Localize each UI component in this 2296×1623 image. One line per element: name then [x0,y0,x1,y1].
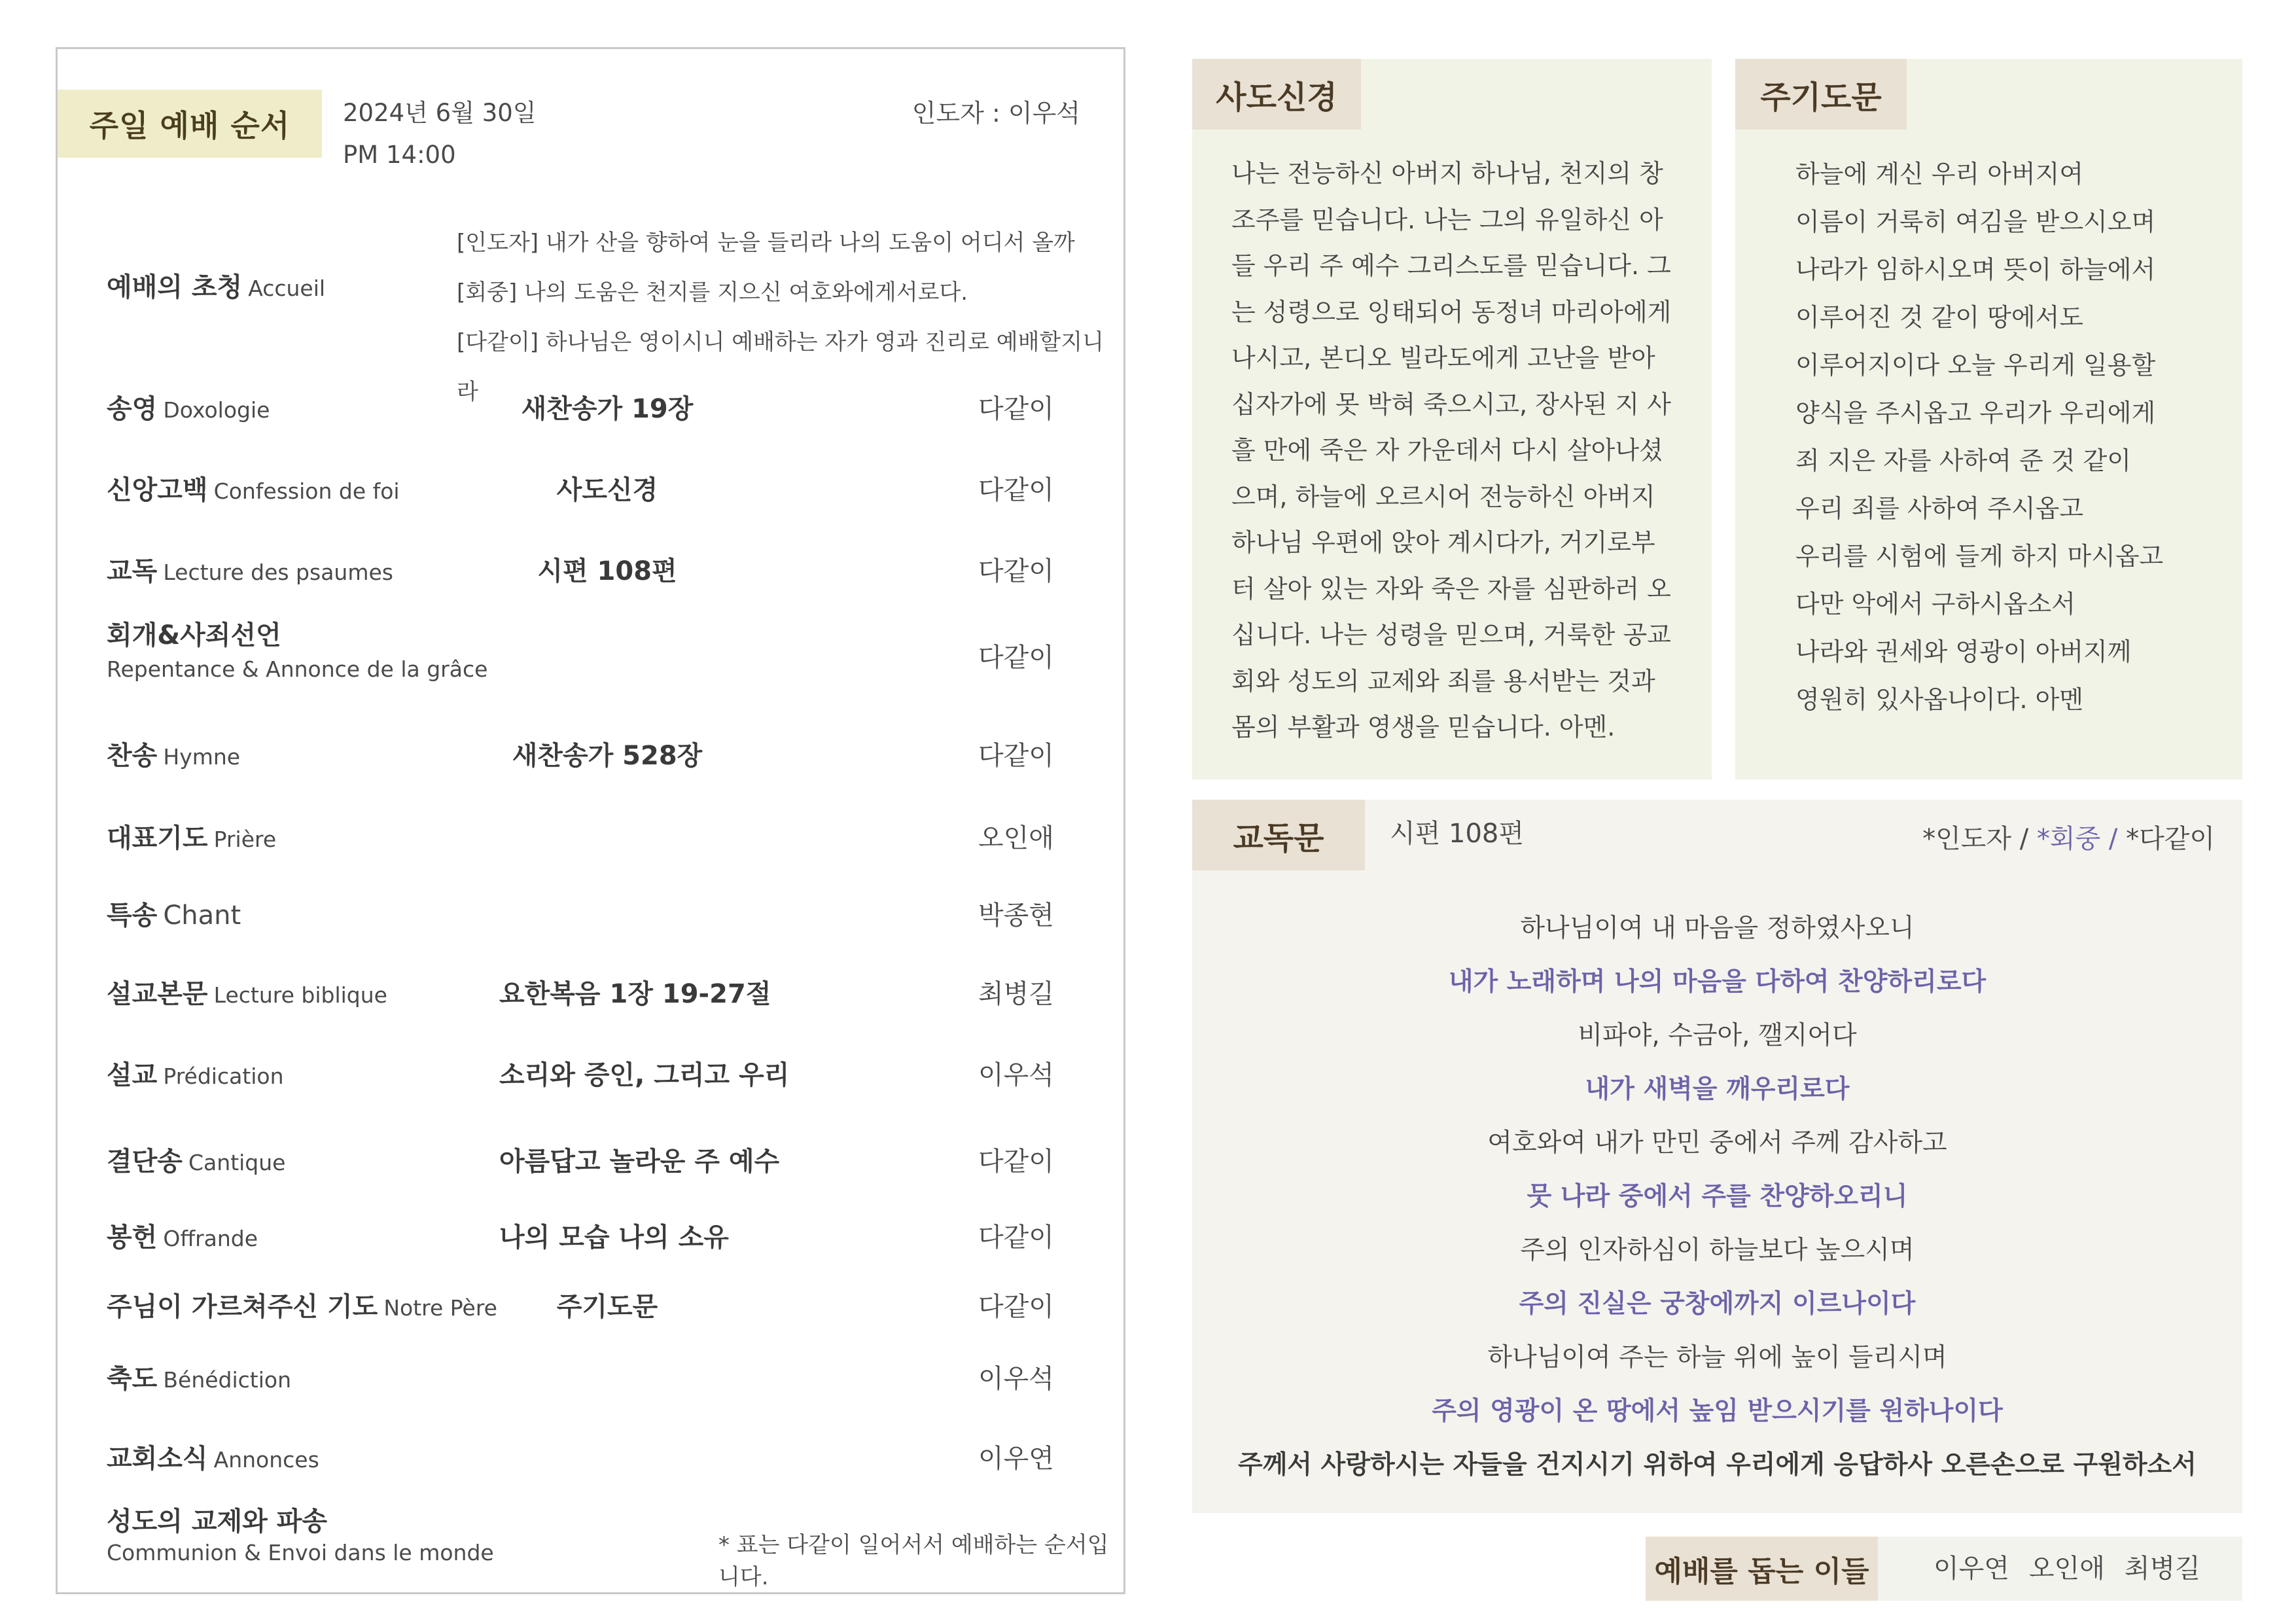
service-leader: 인도자 : 이우석 [911,99,1080,128]
item-title-fr: Communion & Envoi dans le monde [107,1540,494,1565]
invitation-line: [회중] 나의 도움은 천지를 지으신 여호와에게서로다. [457,279,968,306]
legend-all: *다같이 [2126,824,2215,854]
order-item [107,1353,1088,1405]
order-item [107,1281,1088,1333]
order-item [107,1211,1088,1264]
reading-reference: 시편 108편 [1390,819,1524,849]
prayer-line: 죄 지은 자를 사하여 준 것 같이 [1795,446,2131,475]
reading-legend [1922,818,2215,860]
helper-name: 오인애 [2028,1554,2105,1584]
order-item [107,545,1088,597]
reading-line-leader: 비파야, 수금아, 깰지어다 [1578,1021,1857,1050]
invitation-line: [인도자] 내가 산을 향하여 눈을 들리라 나의 도움이 어디서 올까 [457,230,1075,256]
item-title-fr: Lecture des psaumes [163,560,393,585]
order-item [107,730,1088,782]
lords-prayer-title: 주기도문 [1735,59,1907,130]
reading-line-congregation: 내가 새벽을 깨우리로다 [1585,1075,1850,1104]
service-date: 2024년 6월 30일 [343,99,537,127]
item-title-ko: 축도 [107,1364,158,1394]
creed-text [1231,151,1689,751]
service-datetime [343,92,537,176]
item-title-fr: Notre Père [383,1295,497,1321]
item-content: 주기도문 [556,1292,658,1322]
creed-line: 흘 만에 죽은 자 가운데서 다시 살아나셨 [1231,436,1663,465]
creed-line: 몸의 부활과 영생을 믿습니다. 아멘. [1231,713,1616,741]
order-item [107,1135,1088,1188]
item-person: 다같이 [978,1292,1054,1322]
item-person: 이우석 [978,1060,1054,1090]
item-title-fr: Hymne [163,744,241,770]
order-item [107,464,1088,516]
lords-prayer-box [1735,59,2242,779]
creed-line: 나는 전능하신 아버지 하나님, 천지의 창 [1231,159,1663,188]
order-item [107,617,1088,696]
creed-line: 으며, 하늘에 오르시어 전능하신 아버지 [1231,482,1655,511]
item-person: 이우연 [978,1444,1054,1474]
item-person: 다같이 [978,394,1054,424]
legend-congregation: *회중 [2036,824,2101,854]
item-title-ko: 성도의 교제와 파송 [107,1507,327,1537]
item-person: 다같이 [978,741,1054,771]
creed-line: 터 살아 있는 자와 죽은 자를 심판하러 오 [1231,574,1671,603]
reading-line-leader: 하나님이여 주는 하늘 위에 높이 들리시며 [1487,1343,1947,1372]
item-content: 소리와 증인, 그리고 우리 [499,1060,790,1090]
item-content: 아름답고 놀라운 주 예수 [499,1147,780,1177]
creed-line: 회와 성도의 교제와 죄를 용서받는 것과 [1231,666,1655,696]
item-title-ko: 주님이 가르쳐주신 기도 [107,1292,378,1322]
item-content: 시편 108편 [537,556,677,586]
item-title-ko: 설교 [107,1060,158,1090]
item-person: 다같이 [978,643,1054,673]
helper-name: 최병길 [2124,1554,2200,1584]
item-title-ko: 교회소식 [107,1444,208,1474]
legend-separator: / [2100,824,2127,854]
item-title-ko: 신앙고백 [107,475,208,505]
creed-box [1192,59,1712,779]
item-title-ko: 송영 [107,394,158,424]
service-time: PM 14:00 [343,141,456,169]
order-item [107,968,1088,1020]
item-title-fr: Doxologie [163,397,270,423]
order-of-service-panel [56,47,1125,1594]
legend-separator: / [2011,824,2037,854]
prayer-line: 우리 죄를 사하여 주시옵고 [1795,494,2084,523]
invitation-line: [다같이] 하나님은 영이시니 예배하는 자가 영과 진리로 예배할지니라 [457,329,1104,405]
reading-line-leader: 여호와여 내가 만민 중에서 주께 감사하고 [1487,1128,1947,1158]
item-title-ko: 교독 [107,556,158,586]
prayer-line: 우리를 시험에 들게 하지 마시옵고 [1795,542,2164,571]
item-title-fr: Prédication [163,1063,284,1089]
reading-line-congregation: 주의 진실은 궁창에까지 이르나이다 [1519,1289,1916,1319]
item-person: 다같이 [978,1147,1054,1177]
order-title: 주일 예배 순서 [58,90,322,158]
item-person: 다같이 [978,475,1054,505]
order-item [107,812,1088,865]
item-title-ko: 결단송 [107,1147,183,1177]
item-person: 최병길 [978,979,1054,1009]
reading-line-congregation: 주의 영광이 온 땅에서 높임 받으시기를 원하나이다 [1432,1397,2003,1426]
item-title-ko: 예배의 초청 [107,272,243,302]
responsive-reading-title: 교독문 [1192,800,1365,870]
helpers-box [1646,1537,2242,1601]
item-person: 다같이 [978,1222,1054,1253]
order-header [58,90,1123,169]
creed-line: 십자가에 못 박혀 죽으시고, 장사된 지 사 [1231,389,1671,419]
creed-title: 사도신경 [1192,59,1361,130]
item-title-fr: Accueil [248,276,326,301]
creed-line: 조주를 믿습니다. 나는 그의 유일하신 아 [1231,205,1663,234]
prayer-line: 이루어진 것 같이 땅에서도 [1795,303,2084,332]
order-item [107,383,1088,435]
prayer-line: 양식을 주시옵고 우리가 우리에게 [1795,399,2156,427]
creed-line: 들 우리 주 예수 그리스도를 믿습니다. 그 [1231,251,1671,280]
helpers-title: 예배를 돕는 이들 [1646,1537,1878,1601]
item-person: 박종현 [978,901,1054,931]
item-content: 요한복음 1장 19-27절 [499,979,771,1009]
lords-prayer-text [1795,151,2163,724]
prayer-line: 영원히 있사옵나이다. 아멘 [1795,685,2084,714]
item-title-fr: Offrande [163,1226,258,1251]
legend-leader: *인도자 [1922,824,2011,854]
item-title-ko: 봉헌 [107,1222,158,1253]
item-title-fr: Prière [213,827,277,852]
prayer-line: 다만 악에서 구하시옵소서 [1795,590,2075,618]
reading-line-leader: 주의 인자하심이 하늘보다 높으시며 [1520,1236,1915,1265]
item-title-fr: Annonces [213,1447,319,1472]
prayer-line: 이루어지이다 오늘 우리게 일용할 [1795,351,2156,380]
item-title-fr: Confession de foi [213,478,400,504]
helpers-names [1934,1537,2220,1601]
helper-name: 이우연 [1934,1554,2009,1584]
prayer-line: 나라가 임하시오며 뜻이 하늘에서 [1795,255,2156,284]
item-title-fr: Bénédiction [163,1367,292,1393]
item-person: 이우석 [978,1364,1054,1394]
item-title-ko: 찬송 [107,741,158,771]
standing-note: * 표는 다같이 일어서서 예배하는 순서입니다. [718,1532,1109,1590]
reading-line-congregation: 뭇 나라 중에서 주를 찬양하오리니 [1527,1182,1908,1211]
item-title-ko: 설교본문 [107,979,208,1009]
creed-line: 십니다. 나는 성령을 믿으며, 거룩한 공교 [1231,620,1671,649]
item-title-ko: 회개&사죄선언 [107,620,281,651]
reading-line-all: 주께서 사랑하시는 자들을 건지시기 위하여 우리에게 응답하사 오른손으로 구원하소서 [1238,1450,2197,1480]
item-person: 다같이 [978,556,1054,586]
order-item [107,1433,1088,1485]
item-title-fr: Lecture biblique [213,982,387,1008]
item-title-fr: Chant [163,901,241,931]
prayer-line: 나라와 권세와 영광이 아버지께 [1795,637,2132,666]
order-item [107,889,1088,942]
prayer-line: 하늘에 계신 우리 아버지여 [1795,160,2084,188]
order-item [107,1049,1088,1101]
item-title-ko: 대표기도 [107,823,208,853]
creed-line: 는 성령으로 잉태되어 동정녀 마리아에게 [1231,297,1672,327]
reading-line-leader: 하나님이여 내 마음을 정하였사오니 [1520,914,1915,943]
item-person: 오인애 [978,823,1054,853]
prayer-line: 이름이 거룩히 여김을 받으시오며 [1795,207,2156,236]
reading-line-congregation: 내가 노래하며 나의 마음을 다하여 찬양하리로다 [1448,967,1987,997]
item-content: 나의 모습 나의 소유 [499,1222,729,1253]
item-title-fr: Cantique [188,1150,286,1175]
item-content: 새찬송가 19장 [521,394,694,424]
creed-line: 하나님 우편에 앉아 계시다가, 거기로부 [1231,528,1655,557]
item-content: 사도신경 [556,475,658,505]
item-title-fr: Repentance & Annonce de la grâce [107,656,488,682]
reading-lines [1192,902,2242,1492]
creed-line: 나시고, 본디오 빌라도에게 고난을 받아 [1231,344,1655,372]
responsive-reading-box [1192,800,2242,1513]
item-title-ko: 특송 [107,901,158,931]
item-content: 새찬송가 528장 [512,741,703,771]
